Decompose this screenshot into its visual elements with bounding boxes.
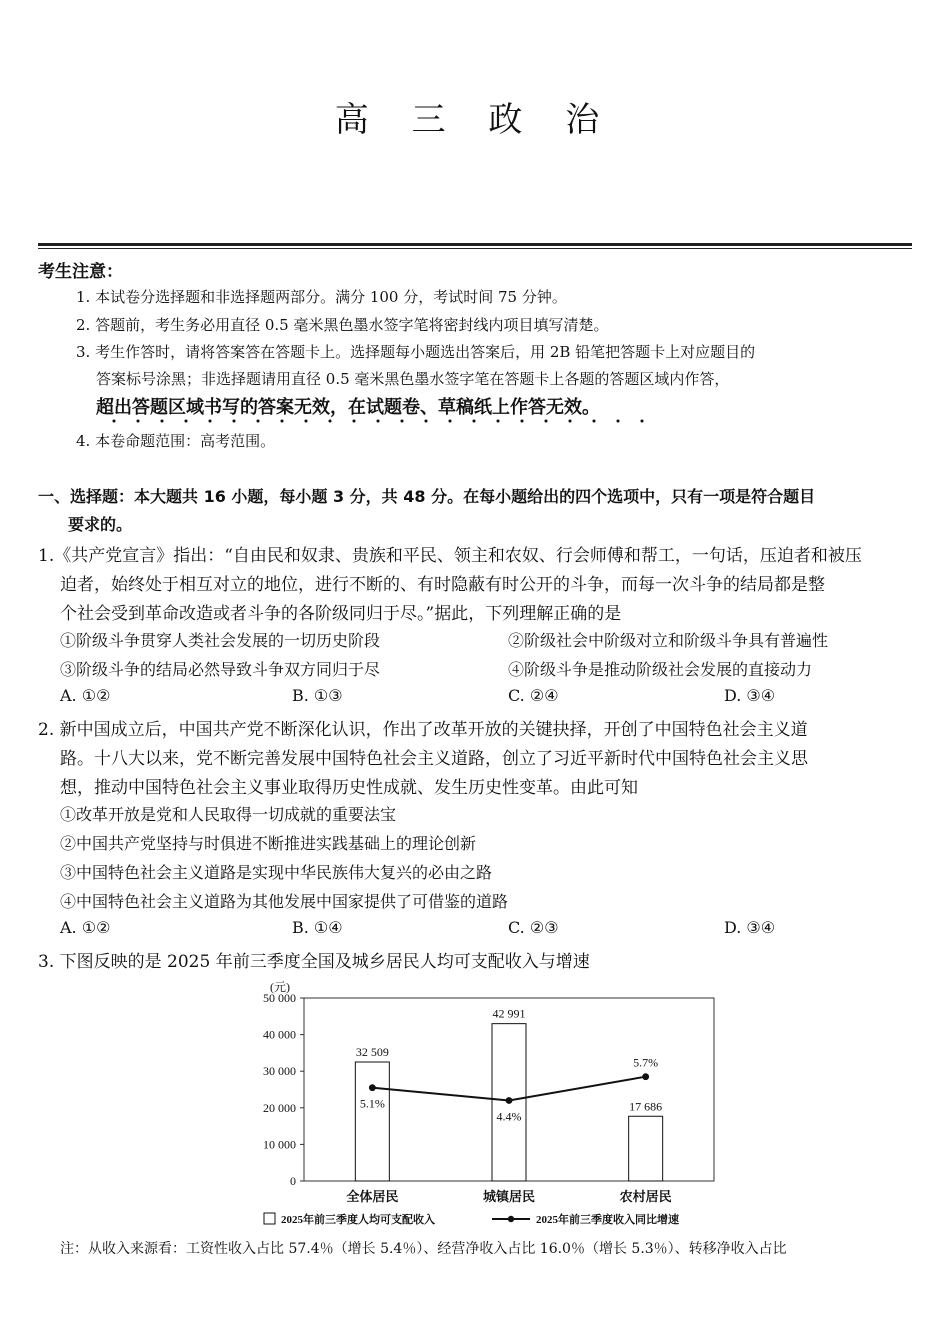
- y-tick-label: 40 000: [263, 1027, 296, 1042]
- notice-heading: 考生注意：: [38, 262, 123, 282]
- q2-choice-a[interactable]: A. ①②: [60, 918, 111, 937]
- section-heading-cont: 要求的。: [68, 515, 133, 534]
- chart-note: 注：从收入来源看：工资性收入占比 57.4％（增长 5.4％）、经营净收入占比 16.0％（增长 5.3％）、转移净收入占比: [60, 1241, 787, 1257]
- bar: [355, 1062, 389, 1181]
- x-category-label: 城镇居民: [482, 1189, 536, 1204]
- x-category-label: 农村居民: [619, 1189, 672, 1204]
- page-title: 高 三 政 治: [334, 100, 616, 140]
- q1-choice-c[interactable]: C. ②④: [508, 686, 559, 705]
- notice-emphasis: 超出答题区域书写的答案无效，在试题卷、草稿纸上作答无效。: [96, 397, 600, 418]
- y-tick-label: 50 000: [263, 991, 296, 1005]
- q1-choice-d[interactable]: D. ③④: [724, 686, 776, 705]
- q1-stem: 1.《共产党宣言》指出：“自由民和奴隶、贵族和平民、领主和农奴、行会师傅和帮工，一句话，压迫者和被压: [38, 546, 862, 566]
- q2-statement-3: ③中国特色社会主义道路是实现中华民族伟大复兴的必由之路: [60, 863, 493, 882]
- growth-value-label: 5.7%: [633, 1055, 659, 1070]
- q2-statement-1: ①改革开放是党和人民取得一切成就的重要法宝: [60, 805, 397, 824]
- growth-point: [506, 1097, 513, 1104]
- growth-point: [369, 1084, 376, 1091]
- q1-choice-b[interactable]: B. ①③: [292, 686, 343, 705]
- legend: [264, 1212, 679, 1226]
- bar: [629, 1116, 663, 1181]
- y-tick-label: 10 000: [263, 1137, 296, 1152]
- y-tick-label: 0: [290, 1174, 296, 1188]
- y-tick-label: 20 000: [263, 1100, 296, 1115]
- growth-value-label: 5.1%: [359, 1096, 385, 1111]
- x-category-label: 全体居民: [346, 1189, 399, 1204]
- y-axis-unit: (元): [270, 980, 290, 994]
- q2-stem: 想，推动中国特色社会主义事业取得历史性成就、发生历史性变革。由此可知: [60, 778, 638, 798]
- q3-stem: 3. 下图反映的是 2025 年前三季度全国及城乡居民人均可支配收入与增速: [38, 952, 590, 972]
- legend-line-marker: [508, 1216, 514, 1222]
- notice-item: 2. 答题前，考生务必用直径 0.5 毫米黑色墨水签字笔将密封线内项目填写清楚。: [76, 316, 609, 334]
- bar-value-label: 32 509: [355, 1045, 389, 1060]
- y-tick-label: 30 000: [263, 1064, 296, 1079]
- q2-statement-2: ②中国共产党坚持与时俱进不断推进实践基础上的理论创新: [60, 834, 477, 853]
- q1-choice-a[interactable]: A. ①②: [60, 686, 111, 705]
- q1-statement-1: ①阶级斗争贯穿人类社会发展的一切历史阶段: [60, 631, 381, 650]
- q1-stem: 迫者，始终处于相互对立的地位，进行不断的、有时隐蔽有时公开的斗争，而每一次斗争的结局都是整: [60, 575, 825, 595]
- q2-statement-4: ④中国特色社会主义道路为其他发展中国家提供了可借鉴的道路: [60, 892, 509, 911]
- q2-stem: 路。十八大以来，党不断完善发展中国特色社会主义道路，创立了习近平新时代中国特色社会主义思: [60, 749, 808, 769]
- growth-value-label: 4.4%: [496, 1109, 522, 1124]
- bar-value-label: 17 686: [629, 1099, 663, 1114]
- q1-stem: 个社会受到革命改造或者斗争的各阶级同归于尽。”据此，下列理解正确的是: [60, 604, 622, 624]
- notice-item: 答案标号涂黑；非选择题请用直径 0.5 毫米黑色墨水签字笔在答题卡上各题的答题区域内作答，: [96, 370, 730, 388]
- q2-stem: 2. 新中国成立后，中国共产党不断深化认识，作出了改革开放的关键抉择，开创了中国特色社会主义道: [38, 720, 808, 740]
- notice-item: 4. 本卷命题范围：高考范围。: [76, 432, 276, 450]
- q2-choice-c[interactable]: C. ②③: [508, 918, 559, 937]
- q2-choice-d[interactable]: D. ③④: [724, 918, 776, 937]
- growth-point: [642, 1073, 649, 1080]
- q1-statement-3: ③阶级斗争的结局必然导致斗争双方同归于尽: [60, 660, 381, 679]
- q2-choice-b[interactable]: B. ①④: [292, 918, 343, 937]
- notice-item: 1. 本试卷分选择题和非选择题两部分。满分 100 分，考试时间 75 分钟。: [76, 288, 567, 306]
- legend-line-label: 2025年前三季度收入同比增速: [536, 1214, 679, 1226]
- bar-value-label: 42 991: [492, 1006, 526, 1021]
- q1-statement-2: ②阶级社会中阶级对立和阶级斗争具有普遍性: [508, 631, 829, 650]
- notice-item: 3. 考生作答时，请将答案答在答题卡上。选择题每小题选出答案后，用 2B 铅笔把答题卡上对应题目的: [76, 343, 756, 361]
- legend-bar-swatch: [264, 1213, 275, 1224]
- section-heading: 一、选择题：本大题共 16 小题，每小题 3 分，共 48 分。在每小题给出的四个选项中，只有一项是符合题目: [38, 487, 816, 506]
- q1-statement-4: ④阶级斗争是推动阶级社会发展的直接动力: [508, 660, 813, 679]
- legend-bar-label: 2025年前三季度人均可支配收入: [281, 1214, 435, 1226]
